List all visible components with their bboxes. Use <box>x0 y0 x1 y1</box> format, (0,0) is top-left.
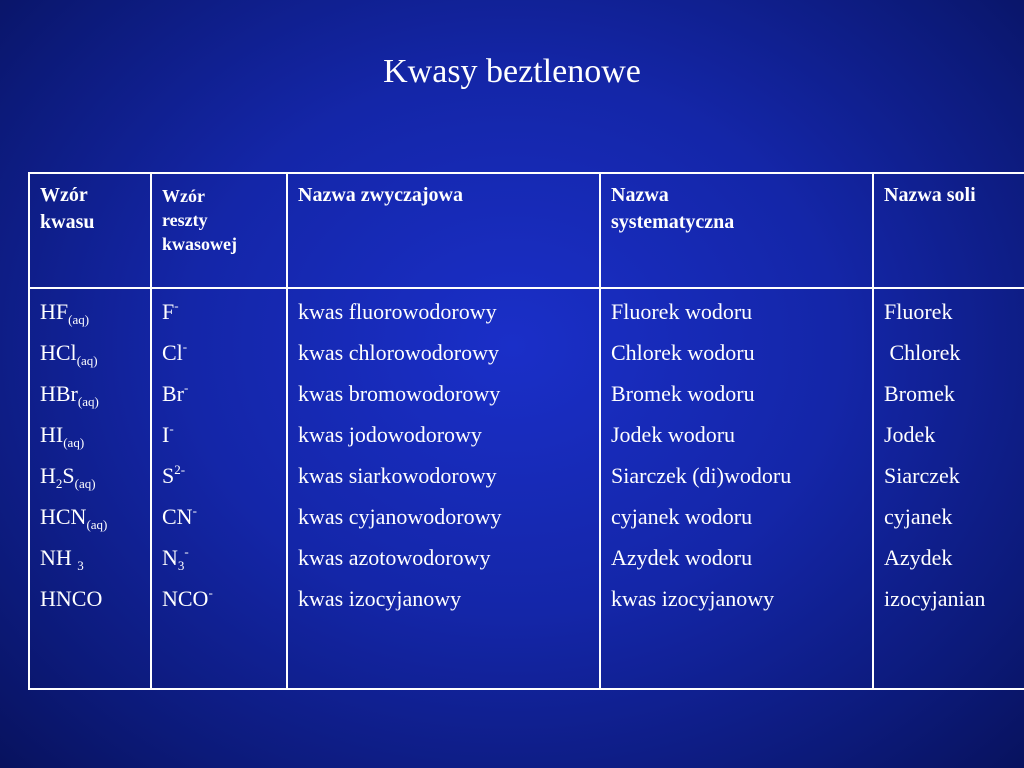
table-header-row <box>29 173 1024 288</box>
systematic-name: Chlorek wodoru <box>611 340 755 365</box>
header-text: Nazwa <box>611 184 669 206</box>
systematic-name-cell <box>600 288 873 689</box>
salt-name: Jodek <box>884 422 936 447</box>
header-text: Nazwa zwyczajowa <box>298 184 463 206</box>
systematic-name: Fluorek wodoru <box>611 299 753 324</box>
header-text: Wzór <box>40 184 88 206</box>
acid-formula: NH $_3$ <box>40 545 84 573</box>
anion-formula: $S^{2-}$ <box>162 462 186 488</box>
table-body-row <box>29 288 1024 689</box>
header-text: systematyczna <box>611 211 735 233</box>
common-name: kwas bromowodorowy <box>298 381 501 406</box>
header-text: kwasowej <box>162 234 237 254</box>
acid-residue-cell <box>151 288 287 689</box>
common-name-cell <box>287 288 600 689</box>
systematic-name: Siarczek (di)wodoru <box>611 463 792 488</box>
slide-title: Kwasy beztlenowe <box>383 53 641 90</box>
systematic-name: kwas izocyjanowy <box>611 586 775 611</box>
common-name: kwas chlorowodorowy <box>298 340 500 365</box>
anion-formula: CN- <box>162 503 197 529</box>
header-text: kwasu <box>40 211 95 233</box>
acid-formula: $HCN_{(aq)}$ <box>40 504 108 532</box>
header-text: Nazwa soli <box>884 184 976 206</box>
salt-name: Fluorek <box>884 299 953 324</box>
systematic-name: Azydek wodoru <box>611 545 753 570</box>
acid-formula: HBr$_{(aq)}$ <box>40 381 99 409</box>
header-acid-formula <box>29 173 151 288</box>
header-text: reszty <box>162 210 208 230</box>
acid-formula: $HF_{(aq)}$ <box>40 299 90 327</box>
header-common-name <box>287 173 600 288</box>
common-name: kwas azotowodorowy <box>298 545 491 570</box>
anion-formula: NCO- <box>162 585 213 611</box>
systematic-name: Jodek wodoru <box>611 422 736 447</box>
acid-formula: $H_2S_{(aq)}$ <box>40 463 96 491</box>
acid-formula: $HI_{(aq)}$ <box>40 422 85 450</box>
common-name: kwas cyjanowodorowy <box>298 504 502 529</box>
systematic-name: Bromek wodoru <box>611 381 755 406</box>
anion-formula: I- <box>162 421 174 447</box>
anion-formula: F- <box>162 298 179 324</box>
header-text: Wzór <box>162 186 205 206</box>
acid-formula: HNCO <box>40 586 103 611</box>
anion-formula: Br- <box>162 380 189 406</box>
common-name: kwas izocyjanowy <box>298 586 462 611</box>
common-name: kwas jodowodorowy <box>298 422 482 447</box>
salt-name: Siarczek <box>884 463 960 488</box>
systematic-name: cyjanek wodoru <box>611 504 753 529</box>
acid-formula-cell <box>29 288 151 689</box>
salt-name: cyjanek <box>884 504 953 529</box>
salt-name: Azydek <box>884 545 953 570</box>
common-name: kwas fluorowodorowy <box>298 299 497 324</box>
anion-formula: Cl- <box>162 339 188 365</box>
salt-name: izocyjanian <box>884 586 986 611</box>
header-systematic-name <box>600 173 873 288</box>
acids-table <box>28 172 1024 690</box>
salt-name: Chlorek <box>884 340 961 365</box>
common-name: kwas siarkowodorowy <box>298 463 497 488</box>
salt-name: Bromek <box>884 381 955 406</box>
acid-formula: HCl$_{(aq)}$ <box>40 340 98 368</box>
anion-formula: $N_3^-$ <box>162 544 189 573</box>
header-acid-residue <box>151 173 287 288</box>
salt-name-cell <box>873 288 1024 689</box>
header-salt-name <box>873 173 1024 288</box>
